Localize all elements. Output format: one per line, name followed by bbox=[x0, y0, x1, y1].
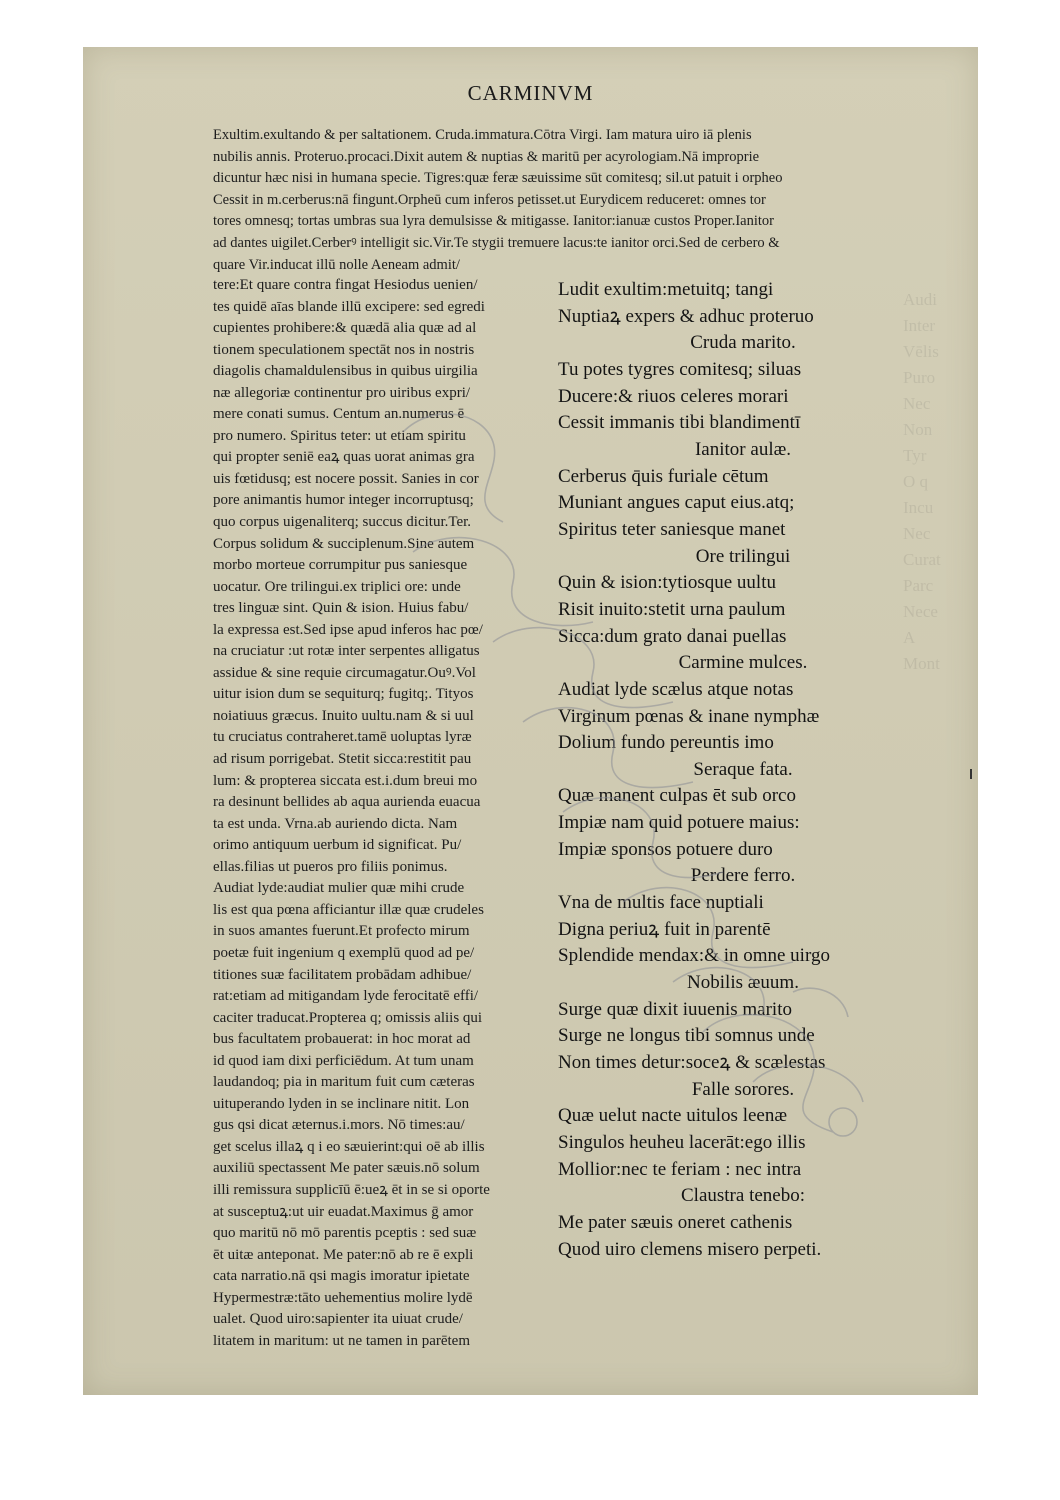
poem-line: Spiritus teter saniesque manet bbox=[558, 518, 786, 540]
poem-line: Virginum pœnas & inane nymphæ bbox=[558, 705, 820, 727]
poem-line: Muniant angues caput eius.atq; bbox=[558, 492, 795, 514]
left-commentary bbox=[213, 275, 543, 1352]
margin-mark bbox=[970, 769, 972, 779]
commentary-line: tu cruciatus contraheret.tamē uoluptas lyræ bbox=[213, 729, 472, 746]
commentary-line: rat:etiam ad mitigandam lyde ferocitatē effi/ bbox=[213, 988, 479, 1005]
commentary-line: Audiat lyde:audiat mulier quæ mihi crude bbox=[213, 880, 465, 897]
commentary-line: mere conati sumus. Centum an.numerus ē bbox=[213, 406, 465, 423]
commentary-line: id quod iam dixi perficiēdum. At tum unam bbox=[213, 1052, 474, 1069]
poem-text bbox=[558, 277, 928, 1263]
bleed-through-text: Audi Inter Vēlis Puro Nec Non Tyr O q Incu Nec Curat Parc Nece A Mont bbox=[903, 290, 941, 673]
poem-line: Dolium fundo pereuntis imo bbox=[558, 732, 774, 754]
poem-line: Quæ uelut nacte uitulos leenæ bbox=[558, 1105, 788, 1127]
commentary-line: nubilis annis. Proteruo.procaci.Dixit autem & nuptias & maritū per acyrologiam.Nā improprie bbox=[213, 148, 760, 165]
commentary-line: caciter traducat.Propterea q; omissis aliis qui bbox=[213, 1009, 483, 1026]
commentary-line: noiatiuus græcus. Inuito uultu.nam & si uul bbox=[213, 707, 474, 724]
commentary-line: morbo morteue corrumpitur pus saniesque bbox=[213, 557, 468, 574]
poem-line: Quin & ision:tytiosque uultu bbox=[558, 572, 776, 594]
commentary-line: ta est unda. Vrna.ab auriendo dicta. Nam bbox=[213, 815, 458, 832]
commentary-line: bus facultatem probauerat: in hoc morat ad bbox=[213, 1031, 471, 1048]
commentary-line: Hypermestræ:tāto uehementius molire lydē bbox=[213, 1289, 473, 1306]
poem-line: Quod uiro clemens misero perpeti. bbox=[558, 1238, 822, 1260]
page-header: CARMINVM bbox=[467, 81, 594, 105]
commentary-line: quo corpus uigenaliterq; succus dicitur.Ter. bbox=[213, 514, 472, 531]
commentary-line: diagolis chamaldulensibus in quibus uirgilia bbox=[213, 363, 478, 380]
commentary-line: at susceptuꝝ:ut uir euadat.Maximus ḡ amor bbox=[213, 1203, 474, 1220]
poem-line: Digna periuꝝ fuit in parentē bbox=[558, 918, 771, 940]
commentary-line: tres linguæ sint. Quin & ision. Huius fabu/ bbox=[213, 600, 469, 617]
poem-line: Ducere:& riuos celeres morari bbox=[558, 385, 789, 407]
commentary-line: uocatur. Ore trilingui.ex triplici ore: unde bbox=[213, 578, 461, 595]
poem-line-indented: Claustra tenebo: bbox=[681, 1185, 805, 1207]
commentary-line: qui propter seniē eaꝝ quas uorat animas gra bbox=[213, 449, 475, 466]
commentary-line: cata narratio.nā qsi magis imoratur ipietate bbox=[213, 1268, 470, 1285]
commentary-line: quare Vir.inducat illū nolle Aeneam admit/ bbox=[213, 256, 460, 273]
poem-line: Ludit exultim:metuitq; tangi bbox=[558, 279, 774, 300]
commentary-line: na cruciatur :ut rotæ inter serpentes alligatus bbox=[213, 643, 480, 660]
commentary-line: lum: & propterea siccata est.i.dum breui mo bbox=[213, 772, 478, 789]
commentary-line: Cessit in m.cerberus:nā fingunt.Orpheū cum inferos petisset.ut Eurydicem reduceret: omnes tor bbox=[213, 191, 766, 208]
poem-line: Singulos heuheu lacerāt:ego illis bbox=[558, 1132, 806, 1153]
poem-line: Vna de multis face nuptiali bbox=[558, 892, 764, 914]
commentary-line: quo maritū nō mō parentis pceptis : sed suæ bbox=[213, 1225, 477, 1242]
commentary-line: ēt uitæ anteponat. Me pater:nō ab re ē expli bbox=[213, 1246, 474, 1263]
poem-line: Quæ manent culpas ēt sub orco bbox=[558, 785, 796, 807]
commentary-line: titiones suæ facilitatem probādam adhibue/ bbox=[213, 966, 472, 983]
commentary-line: poetæ fuit ingenium q exemplū quod ad pe/ bbox=[213, 944, 475, 961]
poem-line: Surge ne longus tibi somnus unde bbox=[558, 1025, 815, 1047]
poem-line-indented: Cruda marito. bbox=[690, 332, 796, 354]
poem-line: Surge quæ dixit iuuenis marito bbox=[558, 998, 792, 1020]
commentary-line: uituperando lyden in se inclinare nitit. Lon bbox=[213, 1095, 470, 1112]
commentary-line: uis fœtidusq; est nocere possit. Sanies in cor bbox=[213, 470, 479, 487]
poem-line: Impiæ nam quid potuere maius: bbox=[558, 812, 800, 834]
commentary-line: ad dantes uigilet.Cerberꝰ intelligit sic.Vir.Te stygii tremuere lacus:te ianitor orci.Sed de cerbero & bbox=[213, 234, 780, 251]
poem-line-indented: Falle sorores. bbox=[691, 1078, 795, 1100]
commentary-line: orimo antiquum uerbum id significat. Pu/ bbox=[213, 837, 462, 854]
commentary-line: ualet. Quod uiro:sapienter ita uiuat crude/ bbox=[213, 1311, 463, 1328]
commentary-line: pro numero. Spiritus teter: ut etiam spiritu bbox=[213, 427, 466, 444]
commentary-line: get scelus illaꝝ q i eo sæuierint:qui oē ab illis bbox=[213, 1138, 485, 1155]
commentary-line: illi remissura supplicīū ē:ueꝝ ēt in se si oporte bbox=[213, 1181, 490, 1198]
poem-line: Cerberus q̄uis furiale cētum bbox=[558, 465, 769, 487]
commentary-line: tere:Et quare contra fingat Hesiodus uenien/ bbox=[213, 277, 478, 293]
commentary-line: in suos amantes fuerunt.Et profecto mirum bbox=[213, 923, 470, 940]
commentary-line: gus qsi dicat æternus.i.mors. Nō times:au/ bbox=[213, 1117, 465, 1134]
commentary-line: auxiliū spectassent Me pater sæuis.nō solum bbox=[213, 1160, 480, 1177]
commentary-line: tes quidē aīas blande illū excipere: sed egredi bbox=[213, 298, 485, 315]
commentary-line: la expressa est.Sed ipse apud inferos hac pœ/ bbox=[213, 621, 483, 638]
poem-line: Impiæ sponsos potuere duro bbox=[558, 838, 773, 860]
poem-line-indented: Perdere ferro. bbox=[690, 865, 796, 887]
poem-line: Audiat lyde scælus atque notas bbox=[558, 678, 794, 700]
commentary-line: lis est qua pœna afficiantur illæ quæ crudeles bbox=[213, 901, 484, 918]
commentary-line: dicuntur hæc nisi in humana specie. Tigres:quæ feræ sæuissime sūt comitesq; sil.ut patuit i orpheo bbox=[213, 170, 783, 187]
commentary-line: litatem in maritum: ut ne tamen in parētem bbox=[213, 1332, 471, 1349]
poem-line: Mollior:nec te feriam : nec intra bbox=[558, 1158, 802, 1180]
poem-line: Nuptiaꝝ expers & adhuc proteruo bbox=[558, 305, 814, 327]
poem-line: Tu potes tygres comitesq; siluas bbox=[558, 358, 802, 380]
poem-line: Cessit immanis tibi blandimentī bbox=[558, 412, 801, 434]
poem-line: Me pater sæuis oneret cathenis bbox=[558, 1211, 793, 1233]
commentary-line: pore animantis humor integer incorruptusq; bbox=[213, 492, 474, 509]
commentary-line: cupientes prohibere:& quædā alia quæ ad al bbox=[213, 320, 477, 337]
poem-line: Risit inuito:stetit urna paulum bbox=[558, 598, 786, 620]
commentary-line: Exultim.exultando & per saltationem. Cruda.immatura.Cōtra Virgi. Iam matura uiro iā plenis bbox=[213, 127, 752, 143]
poem-line: Splendide mendax:& in omne uirgo bbox=[558, 945, 830, 967]
commentary-line: Corpus solidum & succiplenum.Sine autem bbox=[213, 535, 475, 552]
commentary-line: ra desinunt bellides ab aqua aurienda euacua bbox=[213, 794, 481, 811]
manuscript-page bbox=[83, 47, 978, 1395]
top-commentary bbox=[213, 125, 953, 276]
commentary-line: assidue & sine requie circumagatur.Ouꝰ.Vol bbox=[213, 664, 476, 681]
commentary-line: næ allegoriæ continentur pro uiribus expri/ bbox=[213, 384, 471, 401]
poem-line-indented: Carmine mulces. bbox=[678, 652, 808, 674]
commentary-line: ad risum porrigebat. Stetit sicca:restitit pau bbox=[213, 751, 472, 768]
commentary-line: tores omnesq; tortas umbras sua lyra demulsisse & mitigasse. Ianitor:ianuæ custos Proper.Ianitor bbox=[213, 213, 774, 230]
commentary-line: laudandoq; pia in maritum fuit cum cæteras bbox=[213, 1074, 475, 1091]
commentary-line: uitur ision dum se sequiturq; fugitq;. Tityos bbox=[213, 686, 474, 703]
poem-line: Non times detur:soceꝝ & scælestas bbox=[558, 1052, 826, 1074]
poem-line-indented: Seraque fata. bbox=[693, 758, 793, 780]
commentary-line: ellas.filias ut pueros pro filiis ponimus. bbox=[213, 858, 448, 875]
poem-line-indented: Ianitor aulæ. bbox=[694, 438, 792, 460]
commentary-line: tionem speculationem spectāt nos in nostris bbox=[213, 341, 475, 358]
poem-line-indented: Nobilis æuum. bbox=[687, 972, 799, 994]
poem-line: Sicca:dum grato danai puellas bbox=[558, 625, 787, 647]
poem-line-indented: Ore trilingui bbox=[695, 545, 791, 567]
